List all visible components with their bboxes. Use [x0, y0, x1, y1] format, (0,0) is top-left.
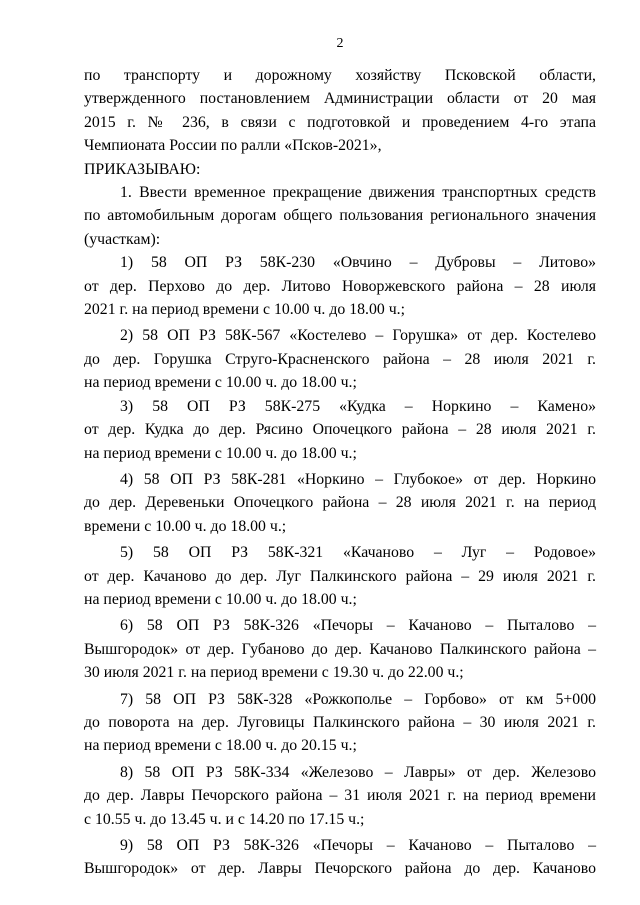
list-item	[84, 614, 596, 684]
text-line: на период времени с 10.00 ч. до 18.00 ч.;	[84, 590, 357, 608]
text-line: 1) 58 ОП РЗ 58К-230 «Овчино – Дубровы – Литово»	[120, 254, 596, 272]
list-item	[84, 251, 596, 321]
text-line: 2015 г. № 236, в связи с подготовкой и проведением 4-го этапа	[84, 113, 596, 131]
text-line: 2021 г. на период времени с 10.00 ч. до 18.00 ч.;	[84, 301, 405, 319]
text-line: времени с 10.00 ч. до 18.00 ч.;	[84, 517, 287, 535]
point-1-paragraph	[84, 181, 596, 251]
text-line: Вышгородок» от дер. Губаново до дер. Качаново Палкинского района –	[84, 640, 596, 658]
text-line: 9) 58 ОП РЗ 58К-326 «Печоры – Качаново – Пыталово –	[120, 837, 596, 854]
text-line: Вышгородок» от дер. Лавры Печорского района до дер. Качаново	[84, 860, 596, 878]
list-item	[84, 395, 596, 465]
list-item	[84, 834, 596, 881]
text-line: (участкам):	[84, 230, 161, 248]
text-line: с 10.55 ч. до 13.45 ч. и с 14.20 по 17.15 ч.;	[84, 810, 365, 828]
text-line: 8) 58 ОП РЗ 58К-334 «Железово – Лавры» от дер. Железово	[120, 763, 596, 781]
order-word	[84, 158, 596, 181]
text-line: по автомобильным дорогам общего пользования регионального значения	[84, 207, 596, 225]
text-line: на период времени с 10.00 ч. до 18.00 ч.;	[84, 374, 357, 392]
list-item	[84, 761, 596, 831]
text-line: 6) 58 ОП РЗ 58К-326 «Печоры – Качаново – Пыталово –	[120, 617, 596, 635]
list-item	[84, 541, 596, 611]
text-line: 5) 58 ОП РЗ 58К-321 «Качаново – Луг – Родовое»	[120, 544, 596, 562]
text-line: от дер. Качаново до дер. Луг Палкинского района – 29 июля 2021 г.	[84, 567, 596, 585]
text-line: на период времени с 18.00 ч. до 20.15 ч.;	[84, 737, 357, 755]
text-line: ПРИКАЗЫВАЮ:	[84, 160, 201, 178]
document-page	[84, 36, 596, 881]
list-item	[84, 688, 596, 758]
text-line: 30 июля 2021 г. на период времени с 19.30 ч. до 22.00 ч.;	[84, 664, 464, 682]
text-line: утвержденного постановлением Администрации области от 20 мая	[84, 90, 596, 108]
text-line: от дер. Перхово до дер. Литово Новоржевского района – 28 июля	[84, 277, 596, 295]
text-line: до поворота на дер. Луговицы Палкинского района – 30 июля 2021 г.	[84, 713, 596, 731]
text-line: на период времени с 10.00 ч. до 18.00 ч.;	[84, 444, 357, 462]
text-line: по транспорту и дорожному хозяйству Псковской области,	[84, 67, 596, 84]
list-item	[84, 324, 596, 394]
page-number: 2	[336, 36, 344, 51]
text-line: до дер. Лавры Печорского района – 31 июля 2021 г. на период времени	[84, 787, 596, 805]
text-line: 2) 58 ОП РЗ 58К-567 «Костелево – Горушка» от дер. Костелево	[120, 327, 596, 345]
list-item	[84, 468, 596, 538]
text-line: 4) 58 ОП РЗ 58К-281 «Норкино – Глубокое» от дер. Норкино	[120, 470, 596, 488]
text-line: от дер. Кудка до дер. Рясино Опочецкого района – 28 июля 2021 г.	[84, 421, 596, 439]
text-line: до дер. Деревеньки Опочецкого района – 28 июля 2021 г. на период	[84, 494, 596, 512]
text-line: 1. Ввести временное прекращение движения транспортных средств	[120, 184, 596, 202]
intro-paragraph	[84, 64, 596, 158]
text-line: 7) 58 ОП РЗ 58К-328 «Рожкополье – Горбово» от км 5+000	[120, 690, 596, 708]
text-line: до дер. Горушка Струго-Красненского района – 28 июля 2021 г.	[84, 350, 596, 368]
text-line: Чемпионата России по ралли «Псков-2021»,	[84, 137, 382, 155]
text-line: 3) 58 ОП РЗ 58К-275 «Кудка – Норкино – Камено»	[120, 397, 596, 415]
